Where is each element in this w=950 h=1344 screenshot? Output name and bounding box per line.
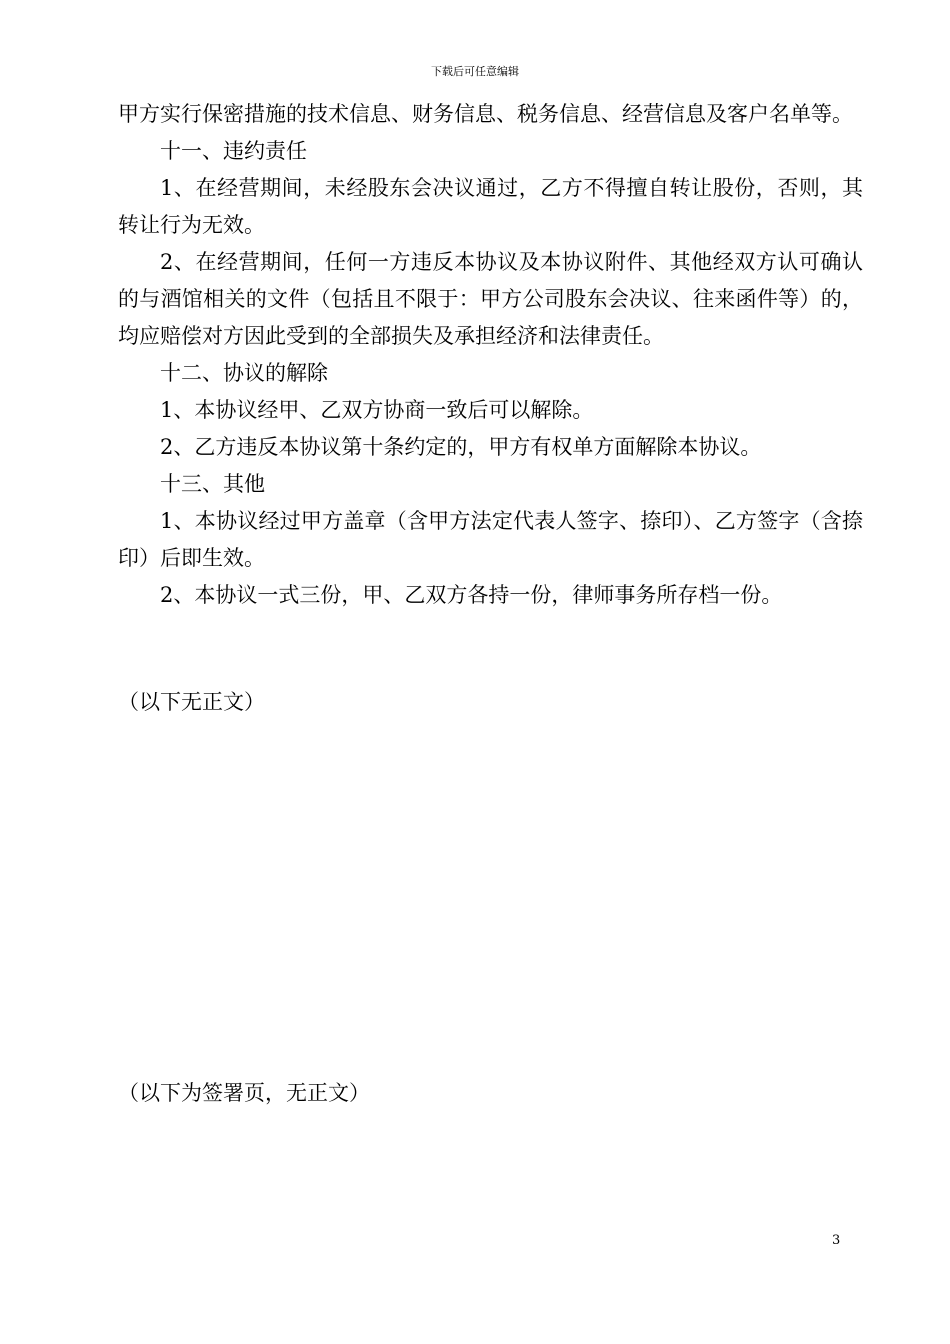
page-number: 3 — [832, 1233, 841, 1248]
document-body — [118, 96, 863, 1112]
paragraph-termination-2: 2、乙方违反本协议第十条约定的，甲方有权单方面解除本协议。 — [160, 435, 762, 459]
paragraph-breach-1: 1、在经营期间，未经股东会决议通过，乙方不得擅自转让股份，否则，其转让行为无效。 — [118, 176, 863, 237]
paragraph-confidential-info: 甲方实行保密措施的技术信息、财务信息、税务信息、经营信息及客户名单等。 — [118, 102, 853, 126]
paragraph-termination-1: 1、本协议经甲、乙双方协商一致后可以解除。 — [160, 398, 594, 422]
note-signature-page: （以下为签署页，无正文） — [118, 1081, 370, 1105]
page-header: 下载后可任意编辑 — [431, 65, 519, 78]
section-heading-termination: 十二、协议的解除 — [160, 361, 328, 385]
section-heading-breach: 十一、违约责任 — [160, 139, 307, 163]
paragraph-other-2: 2、本协议一式三份，甲、乙双方各持一份，律师事务所存档一份。 — [160, 583, 783, 607]
paragraph-breach-2: 2、在经营期间，任何一方违反本协议及本协议附件、其他经双方认可确认的与酒馆相关的文件（包括且不限于：甲方公司股东会决议、往来函件等）的，均应赔偿对方因此受到的全部损失及承担经济和法律责任。 — [118, 250, 863, 348]
paragraph-other-1: 1、本协议经过甲方盖章（含甲方法定代表人签字、捺印）、乙方签字（含捺印）后即生效。 — [118, 509, 863, 570]
note-no-more-text: （以下无正文） — [118, 690, 265, 714]
section-heading-other: 十三、其他 — [160, 472, 265, 496]
